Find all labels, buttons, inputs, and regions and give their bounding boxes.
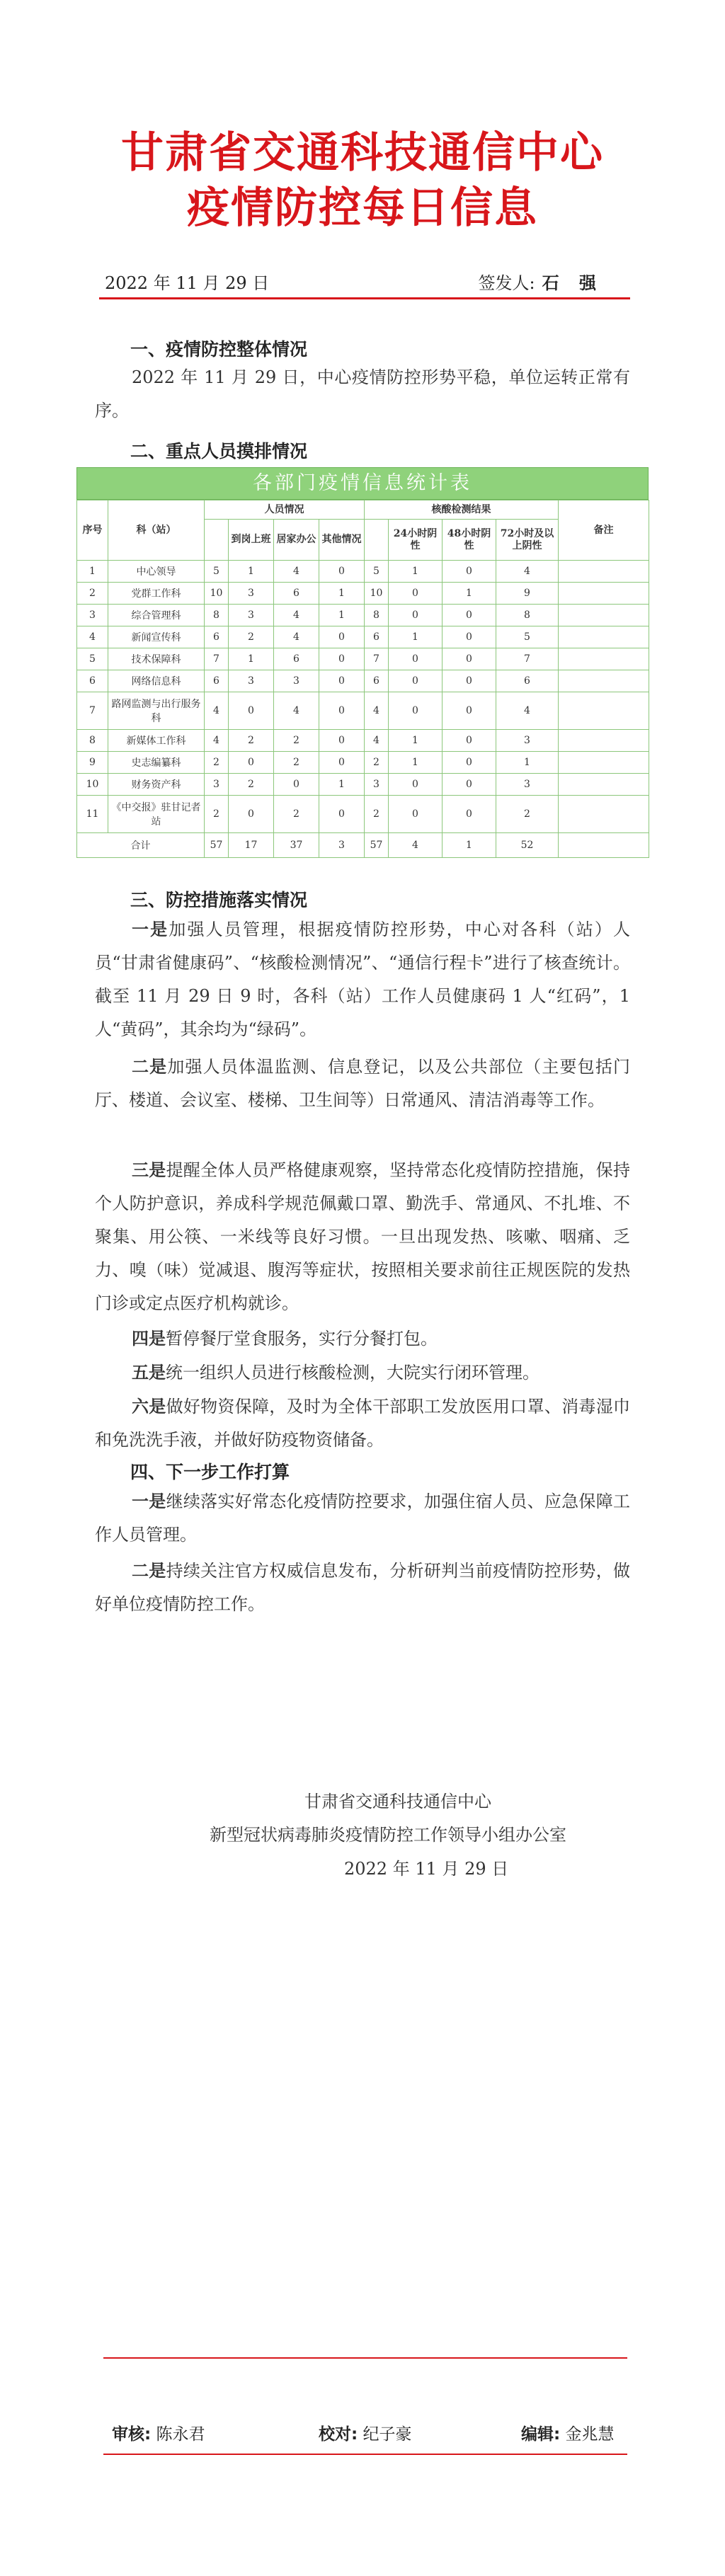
- table-row: [77, 626, 649, 648]
- cell-h72: 2: [496, 796, 559, 833]
- cell-onsite: 2: [229, 774, 274, 796]
- cell-h24: 0: [389, 605, 443, 626]
- cell-onsite: 2: [229, 730, 274, 752]
- cell-remark: [559, 796, 649, 833]
- cell-total: 7: [205, 648, 229, 670]
- section3-item: [95, 1390, 630, 1457]
- cell-remark: [559, 583, 649, 605]
- table-row: [77, 774, 649, 796]
- cell-h72: 4: [496, 561, 559, 583]
- cell-total: 6: [205, 626, 229, 648]
- cell-total: 4: [205, 692, 229, 730]
- cell-other: 0: [319, 692, 365, 730]
- cell-h48: 0: [443, 752, 496, 774]
- cell-h24: 1: [389, 730, 443, 752]
- item-lead: 二是: [132, 1561, 166, 1581]
- cell-total: 2: [205, 752, 229, 774]
- cell-remark: [559, 670, 649, 692]
- th-other: 其他情况: [319, 520, 365, 561]
- review-name: 陈永君: [156, 2425, 205, 2444]
- th-onsite: 到岗上班: [229, 520, 274, 561]
- proof-name: 纪子豪: [362, 2425, 412, 2444]
- cell-seq: 2: [77, 583, 108, 605]
- th-total: [205, 520, 229, 561]
- cell-h48: 0: [443, 730, 496, 752]
- cell-h24: 1: [389, 561, 443, 583]
- cell-dept: 新媒体工作科: [108, 730, 205, 752]
- section3-item: [95, 1322, 630, 1356]
- cell-total-h48: 1: [443, 833, 496, 858]
- cell-dept: 党群工作科: [108, 583, 205, 605]
- cell-h72: 7: [496, 648, 559, 670]
- cell-total-home: 37: [274, 833, 319, 858]
- cell-h72: 1: [496, 752, 559, 774]
- stats-table: [76, 467, 649, 858]
- section4-item: [95, 1555, 630, 1621]
- cell-remark: [559, 605, 649, 626]
- cell-h24: 0: [389, 796, 443, 833]
- cell-home: 4: [274, 605, 319, 626]
- cell-total: 2: [205, 796, 229, 833]
- cell-seq: 8: [77, 730, 108, 752]
- th-48h: 48小时阴 性: [443, 520, 496, 561]
- cell-h24: 0: [389, 670, 443, 692]
- doc-meta: [101, 269, 624, 297]
- th-staff-group: 人员情况: [205, 500, 365, 520]
- cell-h24: 0: [389, 692, 443, 730]
- table-row: [77, 583, 649, 605]
- cell-total: 10: [205, 583, 229, 605]
- cell-n: 6: [365, 626, 389, 648]
- cell-other: 0: [319, 626, 365, 648]
- signer-label: 签发人:: [478, 273, 535, 293]
- cell-total-total: 57: [205, 833, 229, 858]
- cell-h48: 0: [443, 796, 496, 833]
- signature-org: 甘肃省交通科技通信中心: [304, 1792, 491, 1811]
- cell-onsite: 3: [229, 605, 274, 626]
- cell-dept: 网络信息科: [108, 670, 205, 692]
- doc-title: 甘肃省交通科技通信中心: [121, 128, 604, 178]
- cell-other: 1: [319, 774, 365, 796]
- item-lead: 五是: [132, 1363, 166, 1383]
- cell-remark: [559, 692, 649, 730]
- review: [112, 2421, 205, 2444]
- cell-onsite: 0: [229, 692, 274, 730]
- table-row: [77, 730, 649, 752]
- item-text: 统一组织人员进行核酸检测，大院实行闭环管理。: [166, 1363, 540, 1383]
- proof-label: 校对:: [319, 2425, 358, 2444]
- cell-seq: 5: [77, 648, 108, 670]
- cell-home: 0: [274, 774, 319, 796]
- item-text: 提醒全体人员严格健康观察，坚持常态化疫情防控措施，保持个人防护意识，养成科学规范佩戴口罩、勤洗手、常通风、不扎堆、不聚集、用公筷、一米线等良好习惯。一旦出现发热、咳嗽、咽痛、乏力、嗅（味）觉减退、腹泻等症状，按照相关要求前往正规医院的发热门诊或定点医疗机构就诊。: [95, 1160, 631, 1313]
- table-row: [77, 692, 649, 730]
- cell-home: 4: [274, 626, 319, 648]
- section3-item: [95, 1356, 630, 1390]
- item-text: 暂停餐厅堂食服务，实行分餐打包。: [166, 1329, 438, 1349]
- cell-home: 2: [274, 730, 319, 752]
- cell-n: 7: [365, 648, 389, 670]
- cell-h48: 1: [443, 583, 496, 605]
- cell-h48: 0: [443, 670, 496, 692]
- cell-seq: 11: [77, 796, 108, 833]
- cell-dept: 路网监测与出行服务科: [108, 692, 205, 730]
- cell-total: 5: [205, 561, 229, 583]
- cell-h24: 1: [389, 626, 443, 648]
- th-nat-total: [365, 520, 389, 561]
- header-divider: [99, 297, 630, 299]
- cell-total-h72: 52: [496, 833, 559, 858]
- cell-other: 1: [319, 583, 365, 605]
- issue-date: 2022 年 11 月 29 日: [105, 273, 270, 293]
- cell-other: 0: [319, 648, 365, 670]
- section1-paragraph: 2022 年 11 月 29 日，中心疫情防控形势平稳，单位运转正常有序。: [95, 367, 630, 420]
- doc-subtitle: 疫情防控每日信息: [187, 183, 538, 233]
- cell-h72: 6: [496, 670, 559, 692]
- item-lead: 一是: [132, 1492, 166, 1511]
- cell-n: 10: [365, 583, 389, 605]
- cell-total: 3: [205, 774, 229, 796]
- cell-home: 6: [274, 648, 319, 670]
- cell-home: 2: [274, 796, 319, 833]
- proof: [319, 2421, 412, 2444]
- cell-onsite: 2: [229, 626, 274, 648]
- table-row: [77, 561, 649, 583]
- cell-dept: 综合管理科: [108, 605, 205, 626]
- cell-other: 0: [319, 752, 365, 774]
- cell-n: 2: [365, 752, 389, 774]
- cell-n: 5: [365, 561, 389, 583]
- cell-h48: 0: [443, 561, 496, 583]
- cell-dept: 中心领导: [108, 561, 205, 583]
- cell-remark: [559, 561, 649, 583]
- item-text: 做好物资保障，及时为全体干部职工发放医用口罩、消毒湿巾和免洗洗手液，并做好防疫物资储备。: [95, 1397, 631, 1450]
- cell-other: 0: [319, 796, 365, 833]
- cell-other: 0: [319, 561, 365, 583]
- section3-heading: 三、防控措施落实情况: [130, 890, 308, 910]
- cell-seq: 1: [77, 561, 108, 583]
- cell-h24: 0: [389, 583, 443, 605]
- cell-onsite: 1: [229, 561, 274, 583]
- footer-bottom-divider: [103, 2454, 627, 2455]
- section4-heading: 四、下一步工作打算: [130, 1462, 290, 1482]
- cell-dept: 技术保障科: [108, 648, 205, 670]
- cell-n: 4: [365, 692, 389, 730]
- item-text: 继续落实好常态化疫情防控要求，加强住宿人员、应急保障工作人员管理。: [95, 1492, 631, 1545]
- th-24h: 24小时阴 性: [389, 520, 443, 561]
- item-lead: 四是: [132, 1329, 166, 1349]
- section3-item: [95, 1051, 630, 1117]
- table-row: [77, 752, 649, 774]
- cell-h72: 4: [496, 692, 559, 730]
- cell-total-remark: [559, 833, 649, 858]
- cell-onsite: 0: [229, 752, 274, 774]
- cell-other: 0: [319, 730, 365, 752]
- cell-home: 2: [274, 752, 319, 774]
- cell-seq: 9: [77, 752, 108, 774]
- th-home: 居家办公: [274, 520, 319, 561]
- cell-remark: [559, 626, 649, 648]
- cell-seq: 10: [77, 774, 108, 796]
- cell-h48: 0: [443, 692, 496, 730]
- table-row: [77, 670, 649, 692]
- cell-total-label: 合计: [77, 833, 205, 858]
- cell-onsite: 1: [229, 648, 274, 670]
- section3-item: [95, 1154, 630, 1320]
- editor-name: 金兆慧: [565, 2425, 615, 2444]
- table-row: [77, 605, 649, 626]
- section3-item: [95, 913, 630, 1046]
- table-title: 各部门疫情信息统计表: [76, 467, 649, 500]
- th-nat-group: 核酸检测结果: [365, 500, 559, 520]
- th-72h: 72小时及以上阴性: [496, 520, 559, 561]
- cell-other: 1: [319, 605, 365, 626]
- cell-seq: 6: [77, 670, 108, 692]
- cell-n: 2: [365, 796, 389, 833]
- section2-heading: 二、重点人员摸排情况: [130, 441, 308, 462]
- item-lead: 六是: [132, 1397, 166, 1416]
- th-seq: 序号: [77, 500, 108, 561]
- cell-dept: 史志编纂科: [108, 752, 205, 774]
- signature-office: 新型冠状病毒肺炎疫情防控工作领导小组办公室: [210, 1825, 566, 1845]
- item-lead: 二是: [132, 1057, 168, 1077]
- footer-top-divider: [103, 2357, 627, 2359]
- th-remark: 备注: [559, 500, 649, 561]
- cell-dept: 新闻宣传科: [108, 626, 205, 648]
- item-text: 加强人员管理，根据疫情防控形势，中心对各科（站）人员“甘肃省健康码”、“核酸检测情况”、“通信行程卡”进行了核查统计。截至 11 月 29 日 9 时，各科（站）工作人员健康码 1 人“红码”，1 人“黄码”，其余均为“绿码”。: [95, 920, 631, 1039]
- cell-h48: 0: [443, 605, 496, 626]
- cell-onsite: 3: [229, 583, 274, 605]
- cell-h48: 0: [443, 774, 496, 796]
- cell-total: 8: [205, 605, 229, 626]
- cell-dept: 《中交报》驻甘记者站: [108, 796, 205, 833]
- cell-total-onsite: 17: [229, 833, 274, 858]
- cell-h24: 0: [389, 774, 443, 796]
- cell-home: 4: [274, 561, 319, 583]
- cell-h72: 9: [496, 583, 559, 605]
- cell-remark: [559, 774, 649, 796]
- cell-total-h24: 4: [389, 833, 443, 858]
- cell-onsite: 0: [229, 796, 274, 833]
- cell-other: 0: [319, 670, 365, 692]
- cell-total: 6: [205, 670, 229, 692]
- cell-h72: 3: [496, 774, 559, 796]
- table-total-row: [77, 833, 649, 858]
- cell-onsite: 3: [229, 670, 274, 692]
- cell-h24: 1: [389, 752, 443, 774]
- cell-n: 8: [365, 605, 389, 626]
- table-row: [77, 648, 649, 670]
- item-text: 加强人员体温监测、信息登记，以及公共部位（主要包括门厅、楼道、会议室、楼梯、卫生间等）日常通风、清洁消毒等工作。: [95, 1057, 631, 1110]
- signer: [479, 269, 603, 294]
- editor-label: 编辑:: [521, 2425, 561, 2444]
- cell-total-n: 57: [365, 833, 389, 858]
- cell-h72: 8: [496, 605, 559, 626]
- item-text: 持续关注官方权威信息发布，分析研判当前疫情防控形势，做好单位疫情防控工作。: [95, 1561, 631, 1614]
- cell-total: 4: [205, 730, 229, 752]
- cell-seq: 4: [77, 626, 108, 648]
- cell-h24: 0: [389, 648, 443, 670]
- table-row: [77, 796, 649, 833]
- cell-remark: [559, 730, 649, 752]
- cell-h48: 0: [443, 626, 496, 648]
- cell-h72: 3: [496, 730, 559, 752]
- editor: [521, 2421, 615, 2444]
- cell-n: 3: [365, 774, 389, 796]
- cell-total-other: 3: [319, 833, 365, 858]
- cell-dept: 财务资产科: [108, 774, 205, 796]
- cell-n: 6: [365, 670, 389, 692]
- signer-name: 石 强: [542, 273, 603, 293]
- cell-remark: [559, 752, 649, 774]
- cell-home: 4: [274, 692, 319, 730]
- signature-date: 2022 年 11 月 29 日: [344, 1859, 509, 1879]
- cell-h72: 5: [496, 626, 559, 648]
- th-dept: 科（站）: [108, 500, 205, 561]
- item-lead: 一是: [132, 920, 169, 939]
- table-body: [77, 561, 649, 858]
- review-label: 审核:: [112, 2425, 152, 2444]
- cell-seq: 7: [77, 692, 108, 730]
- section1-heading: 一、疫情防控整体情况: [130, 339, 308, 360]
- cell-remark: [559, 648, 649, 670]
- section4-item: [95, 1485, 630, 1552]
- cell-seq: 3: [77, 605, 108, 626]
- cell-h48: 0: [443, 648, 496, 670]
- cell-home: 3: [274, 670, 319, 692]
- cell-n: 4: [365, 730, 389, 752]
- item-lead: 三是: [132, 1160, 166, 1180]
- cell-home: 6: [274, 583, 319, 605]
- doc-footer: [106, 2421, 630, 2445]
